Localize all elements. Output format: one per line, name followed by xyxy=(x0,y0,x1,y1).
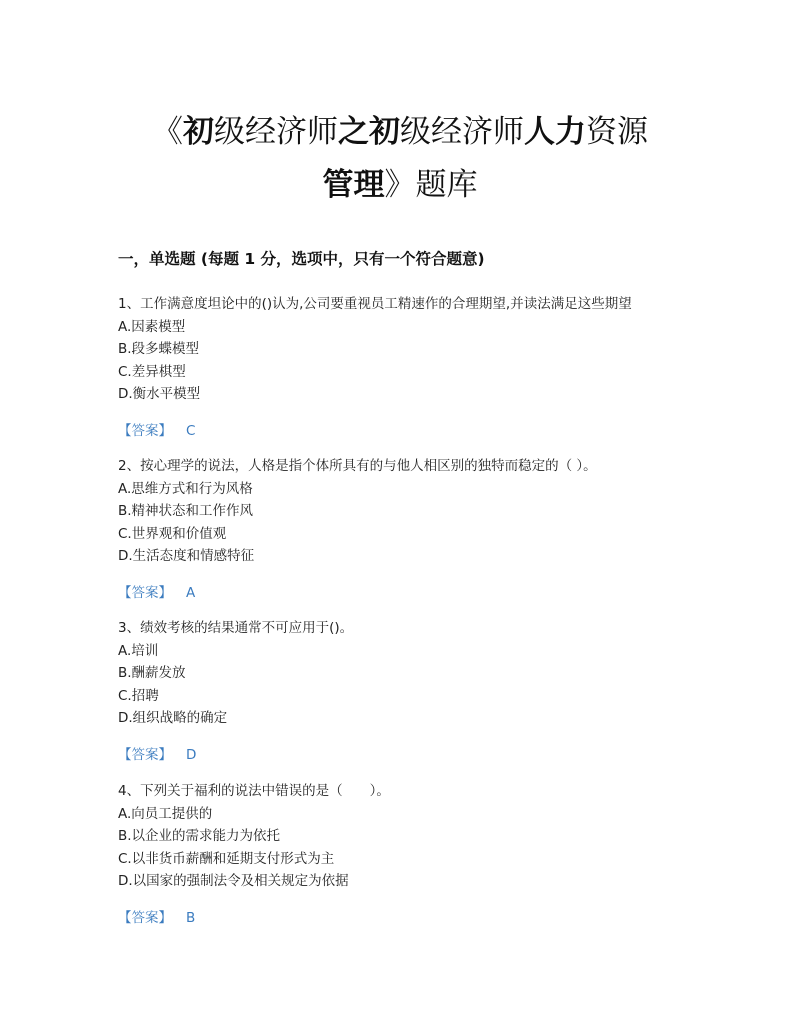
answer-row xyxy=(118,907,698,929)
answer-row xyxy=(118,420,698,442)
answer-label: 【答案】 xyxy=(118,422,172,439)
answer-label: 【答案】 xyxy=(118,909,172,926)
answer-row xyxy=(118,744,698,766)
question-option: D.以国家的强制法令及相关规定为依据 xyxy=(118,873,349,889)
question-option: C.世界观和价值观 xyxy=(118,525,227,542)
document-title xyxy=(100,106,700,212)
section-heading: 一，单选题 (每题 1 分，选项中，只有一个符合题意) xyxy=(118,250,485,268)
question-option: B.精神状态和工作作风 xyxy=(118,503,254,519)
question-stem: 1、工作满意度坦论中的()认为,公司要重视员工精速作的合理期望,并读法满足这些期望 xyxy=(118,296,632,312)
question-option: B.酬薪发放 xyxy=(118,665,186,681)
title-part: 级经济师 xyxy=(400,114,524,150)
answer-row xyxy=(118,582,698,604)
title-part: 人力 xyxy=(524,114,586,150)
title-part: 管理 xyxy=(322,167,385,203)
question-option: B.段多蝶模型 xyxy=(118,341,200,357)
answer-value: D xyxy=(186,746,197,763)
question-option: C.差异棋型 xyxy=(118,363,186,380)
answer-label: 【答案】 xyxy=(118,746,172,763)
question-block xyxy=(118,780,698,929)
question-option: A.向员工提供的 xyxy=(118,805,213,822)
question-option: D.生活态度和情感特征 xyxy=(118,548,255,564)
answer-value: B xyxy=(186,909,196,926)
question-option: A.因素模型 xyxy=(118,318,186,335)
answer-value: A xyxy=(186,584,196,601)
question-block xyxy=(118,455,698,604)
answer-value: C xyxy=(186,422,196,439)
answer-label: 【答案】 xyxy=(118,584,172,601)
title-part: 》题库 xyxy=(384,167,478,203)
question-block xyxy=(118,617,698,766)
title-part: 之初 xyxy=(338,114,400,150)
question-stem: 3、绩效考核的结果通常不可应用于()。 xyxy=(118,620,354,636)
title-part: 级经济师 xyxy=(214,114,338,150)
question-option: D.组织战略的确定 xyxy=(118,710,228,726)
title-part: 资源 xyxy=(586,114,648,150)
question-option: A.思维方式和行为风格 xyxy=(118,480,253,497)
question-option: D.衡水平模型 xyxy=(118,386,201,402)
title-part: 初 xyxy=(183,114,214,150)
question-option: A.培训 xyxy=(118,642,159,659)
question-stem: 2、按心理学的说法，人格是指个体所具有的与他人相区别的独特而稳定的（ ）。 xyxy=(118,458,597,474)
question-option: C.以非货币薪酬和延期支付形式为主 xyxy=(118,850,335,867)
question-stem: 4、下列关于福利的说法中错误的是（ ）。 xyxy=(118,783,390,799)
question-option: B.以企业的需求能力为依托 xyxy=(118,828,281,844)
question-option: C.招聘 xyxy=(118,687,159,704)
title-part: 《 xyxy=(152,114,183,150)
question-block xyxy=(118,293,698,442)
